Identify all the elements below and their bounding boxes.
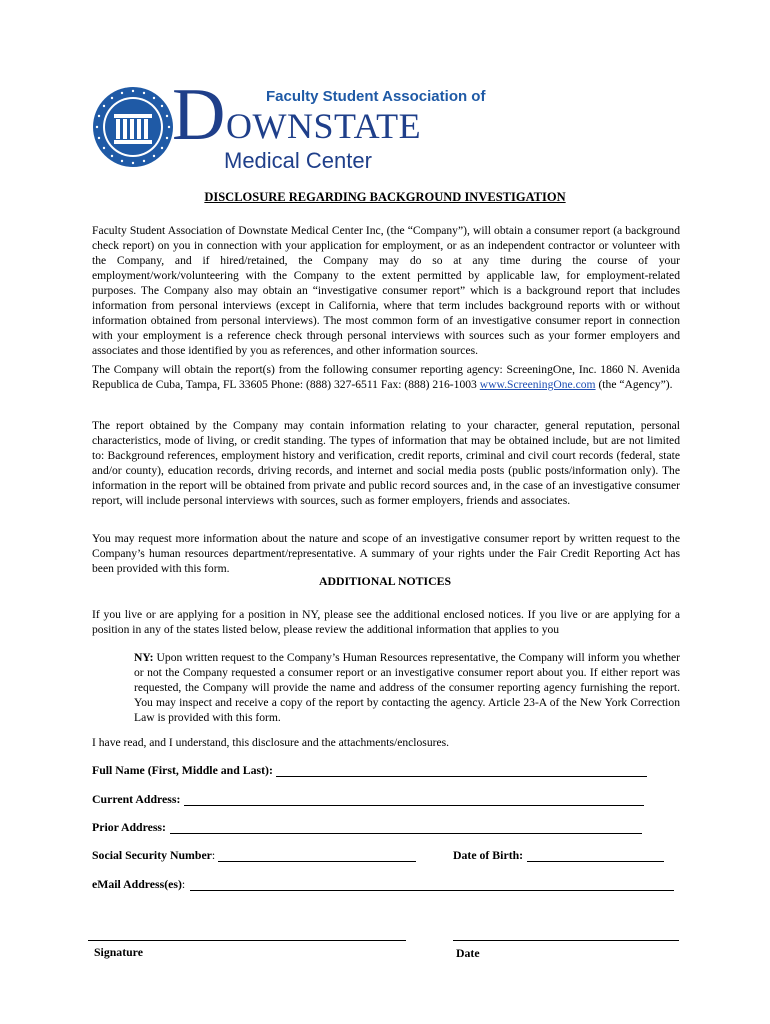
paragraph-intro: Faculty Student Association of Downstate Medical Center Inc, (the “Company”), will obtain a consumer report (a background check report) on you in connection with your application for employment, or as an independent contractor or volunteer with the Company, and if hired/retained, the Company may do so at any time during the course of your employment/work/volunteering with the Company to the extent permitted by applicable law, for employment-related purposes. The Company also may obtain an “investigative consumer report” which is a background report that includes information from personal interviews (except in California, where that term includes background reports with or without information obtained from personal interviews). The most common form of an investigative consumer report in connection with your employment is a reference check through personal interviews with sources such as your former employers and associates and those identified by you as references, and other information sources. — [92, 224, 680, 357]
paragraph-ny-notice — [134, 650, 680, 725]
document-title: DISCLOSURE REGARDING BACKGROUND INVESTIGATION — [204, 190, 566, 204]
paragraph-state-notices: If you live or are applying for a position in NY, please see the additional enclosed notices. If you live or are applying for a position in any of the states listed below, please review the additional information that applies to you — [92, 608, 680, 636]
dob-label: Date of Birth: — [453, 848, 524, 862]
prior-address-label: Prior Address: — [92, 820, 166, 834]
prior-address-field[interactable] — [170, 833, 642, 834]
email-colon: : — [181, 877, 186, 891]
fsa-downstate-logo — [92, 74, 486, 178]
email-label — [92, 877, 185, 892]
paragraph-request-info: You may request more information about the nature and scope of an investigative consumer report by written request to the Company’s human resources department/representative. A summary of your rights under the Fair Credit Reporting Act has been provided with this form. — [92, 532, 680, 575]
agency-text-end: (the “Agency”). — [595, 378, 673, 391]
date-label: Date — [456, 946, 480, 960]
logo-line-2: OWNSTATE — [226, 106, 422, 146]
signature-field[interactable] — [88, 940, 406, 941]
email-field[interactable] — [190, 890, 674, 891]
ssn-label-text: Social Security Number — [92, 848, 212, 862]
date-field[interactable] — [453, 940, 679, 941]
ssn-field[interactable] — [218, 861, 416, 862]
logo-line-1: Faculty Student Association of — [266, 88, 486, 105]
current-address-field[interactable] — [184, 805, 644, 806]
university-seal-icon — [92, 86, 174, 168]
email-label-text: eMail Address(es) — [92, 877, 182, 891]
full-name-label: Full Name (First, Middle and Last): — [92, 763, 273, 777]
logo-big-letter: D — [172, 74, 226, 156]
signature-label: Signature — [94, 945, 143, 959]
ssn-label — [92, 848, 215, 863]
paragraph-report-contents: The report obtained by the Company may contain information relating to your character, general reputation, personal characteristics, mode of living, or credit standing. The types of information that may be obtained include, but are not limited to: Background references, employment history and verification, credit reports, criminal and civil court records (federal, state and/or county), education records, driving records, and internet and social media posts (public posts/information only). The information in the report will be obtained from private and public record sources and, in the case of an investigative consumer report, will include personal interviews with sources, such as former employers, friends and associates. — [92, 419, 680, 507]
ssn-colon: : — [211, 848, 216, 862]
agency-text: The Company will obtain the report(s) from the following consumer reporting agency: ScreeningOne, Inc. 1860 N. Avenida Republica de Cuba, Tampa, FL 33605 Phone: (888) 327-6511 Fax: (888) 216-1003 — [92, 363, 680, 391]
dob-field[interactable] — [527, 861, 664, 862]
current-address-label: Current Address: — [92, 792, 181, 806]
ny-notice-text: Upon written request to the Company’s Human Resources representative, the Company will inform you whether or not the Company requested a consumer report or an investigative consumer report about you. If either report was requested, the Company will provide the name and address of the consumer reporting agency furnishing the report. You may inspect and receive a copy of the report by contacting the agency. Article 23-A of the New York Correction Law is provided with this form. — [134, 651, 680, 724]
paragraph-agency — [92, 362, 680, 392]
agency-website-link[interactable]: www.ScreeningOne.com — [479, 378, 596, 391]
additional-notices-heading: ADDITIONAL NOTICES — [318, 574, 452, 588]
logo-line-3: Medical Center — [224, 148, 372, 173]
paragraph-acknowledgement: I have read, and I understand, this disclosure and the attachments/enclosures. — [92, 736, 450, 749]
full-name-field[interactable] — [276, 776, 647, 777]
ny-label: NY: — [134, 651, 154, 664]
